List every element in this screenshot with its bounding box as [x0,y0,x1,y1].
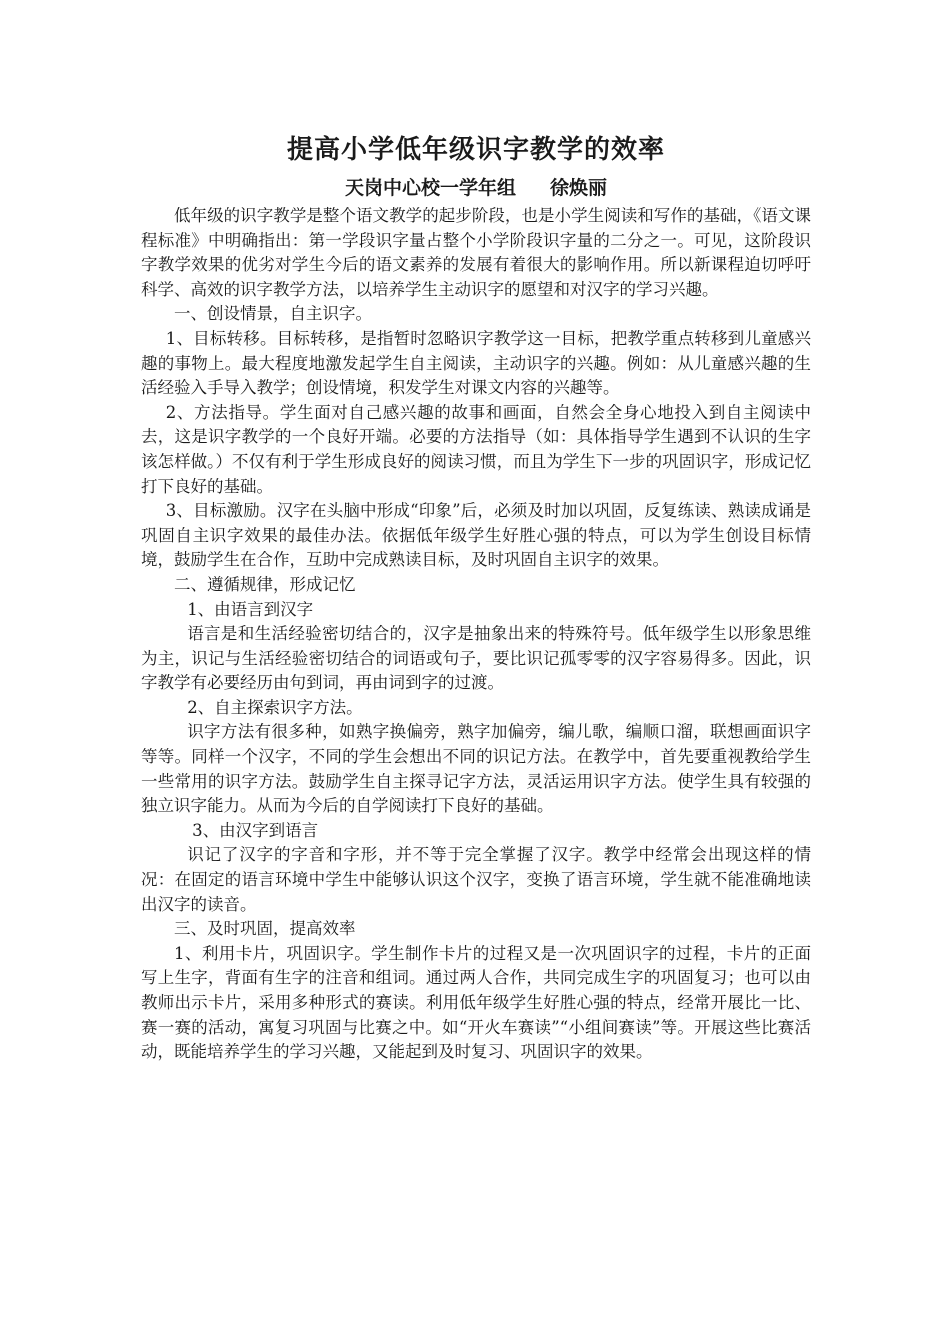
school-name: 天岗中心校一学年组 [344,177,516,199]
section-heading-2: 二、遵循规律，形成记忆 [174,574,356,594]
paragraph-goal-incentive: 3、目标激励。汉字在头脑中形成“印象”后，必须及时加以巩固，反复练读、熟读成诵是巩固自主识字效果的最佳办法。依据低年级学生好胜心强的特点，可以为学生创设目标情境，鼓励学生在合作，互助中完成熟读目标，及时巩固自主识字的效果。 [141,501,811,570]
document-page [141,128,811,1065]
subheading-self-explore: 2、自主探索识字方法。 [187,697,363,717]
section-heading-3: 三、及时巩固，提高效率 [174,919,356,939]
paragraph-goal-shift: 1、目标转移。目标转移，是指暂时忽略识字教学这一目标，把教学重点转移到儿童感兴趣的事物上。最大程度地激发起学生自主阅读，主动识字的兴趣。例如：从儿童感兴趣的生活经验入手导入教学；创设情境，积发学生对课文内容的兴趣等。 [141,328,811,398]
paragraph-cards: 1、利用卡片，巩固识字。学生制作卡片的过程又是一次巩固识字的过程，卡片的正面写上生字，背面有生字的注音和组词。通过两人合作，共同完成生字的巩固复习；也可以由教师出示卡片，采用多种形式的赛读。利用低年级学生好胜心强的特点，经常开展比一比、赛一赛的活动，寓复习巩固与比赛之中。如“开火车赛读”“小组间赛读”等。开展这些比赛活动，既能培养学生的学习兴趣，又能起到及时复习、巩固识字的效果。 [141,943,811,1062]
paragraph-method-guidance: 2、方法指导。学生面对自己感兴趣的故事和画面，自然会全身心地投入到自主阅读中去，这是识字教学的一个良好开端。必要的方法指导（如：具体指导学生遇到不认识的生字该怎样做。）不仅有利于学生形成良好的阅读习惯，而且为学生下一步的巩固识字，形成记忆打下良好的基础。 [141,402,811,496]
document-subtitle [141,172,811,204]
subheading-characters-to-language: 3、由汉字到语言 [192,820,319,840]
section-heading-1: 一、创设情景，自主识字。 [174,304,372,324]
paragraph-language-to-characters: 语言是和生活经验密切结合的，汉字是抽象出来的特殊符号。低年级学生以形象思维为主，识记与生活经验密切结合的词语或句子，要比识记孤零零的汉字容易得多。因此，识字教学有必要经历由句到词，再由词到字的过渡。 [141,624,811,693]
subheading-language-to-characters: 1、由语言到汉字 [187,599,314,619]
author-name: 徐焕丽 [550,177,608,199]
paragraph-self-explore: 识字方法有很多种，如熟字换偏旁，熟字加偏旁，编儿歌，编顺口溜，联想画面识字等等。同样一个汉字，不同的学生会想出不同的识记方法。在教学中，首先要重视教给学生一些常用的识字方法。鼓励学生自主探寻记字方法，灵活运用识字方法。使学生具有较强的独立识字能力。从而为今后的自学阅读打下良好的基础。 [141,722,811,816]
paragraph-characters-to-language: 识记了汉字的字音和字形，并不等于完全掌握了汉字。教学中经常会出现这样的情况：在固定的语言环境中学生中能够认识这个汉字，变换了语言环境，学生就不能准确地读出汉字的读音。 [141,845,811,914]
intro-paragraph: 低年级的识字教学是整个语文教学的起步阶段，也是小学生阅读和写作的基础，《语文课程标准》中明确指出：第一学段识字量占整个小学阶段识字量的二分之一。可见，这阶段识字教学效果的优劣对学生今后的语文素养的发展有着很大的影响作用。所以新课程迫切呼吁科学、高效的识字教学方法，以培养学生主动识字的愿望和对汉字的学习兴趣。 [141,206,811,299]
document-title: 提高小学低年级识字教学的效率 [286,135,665,165]
